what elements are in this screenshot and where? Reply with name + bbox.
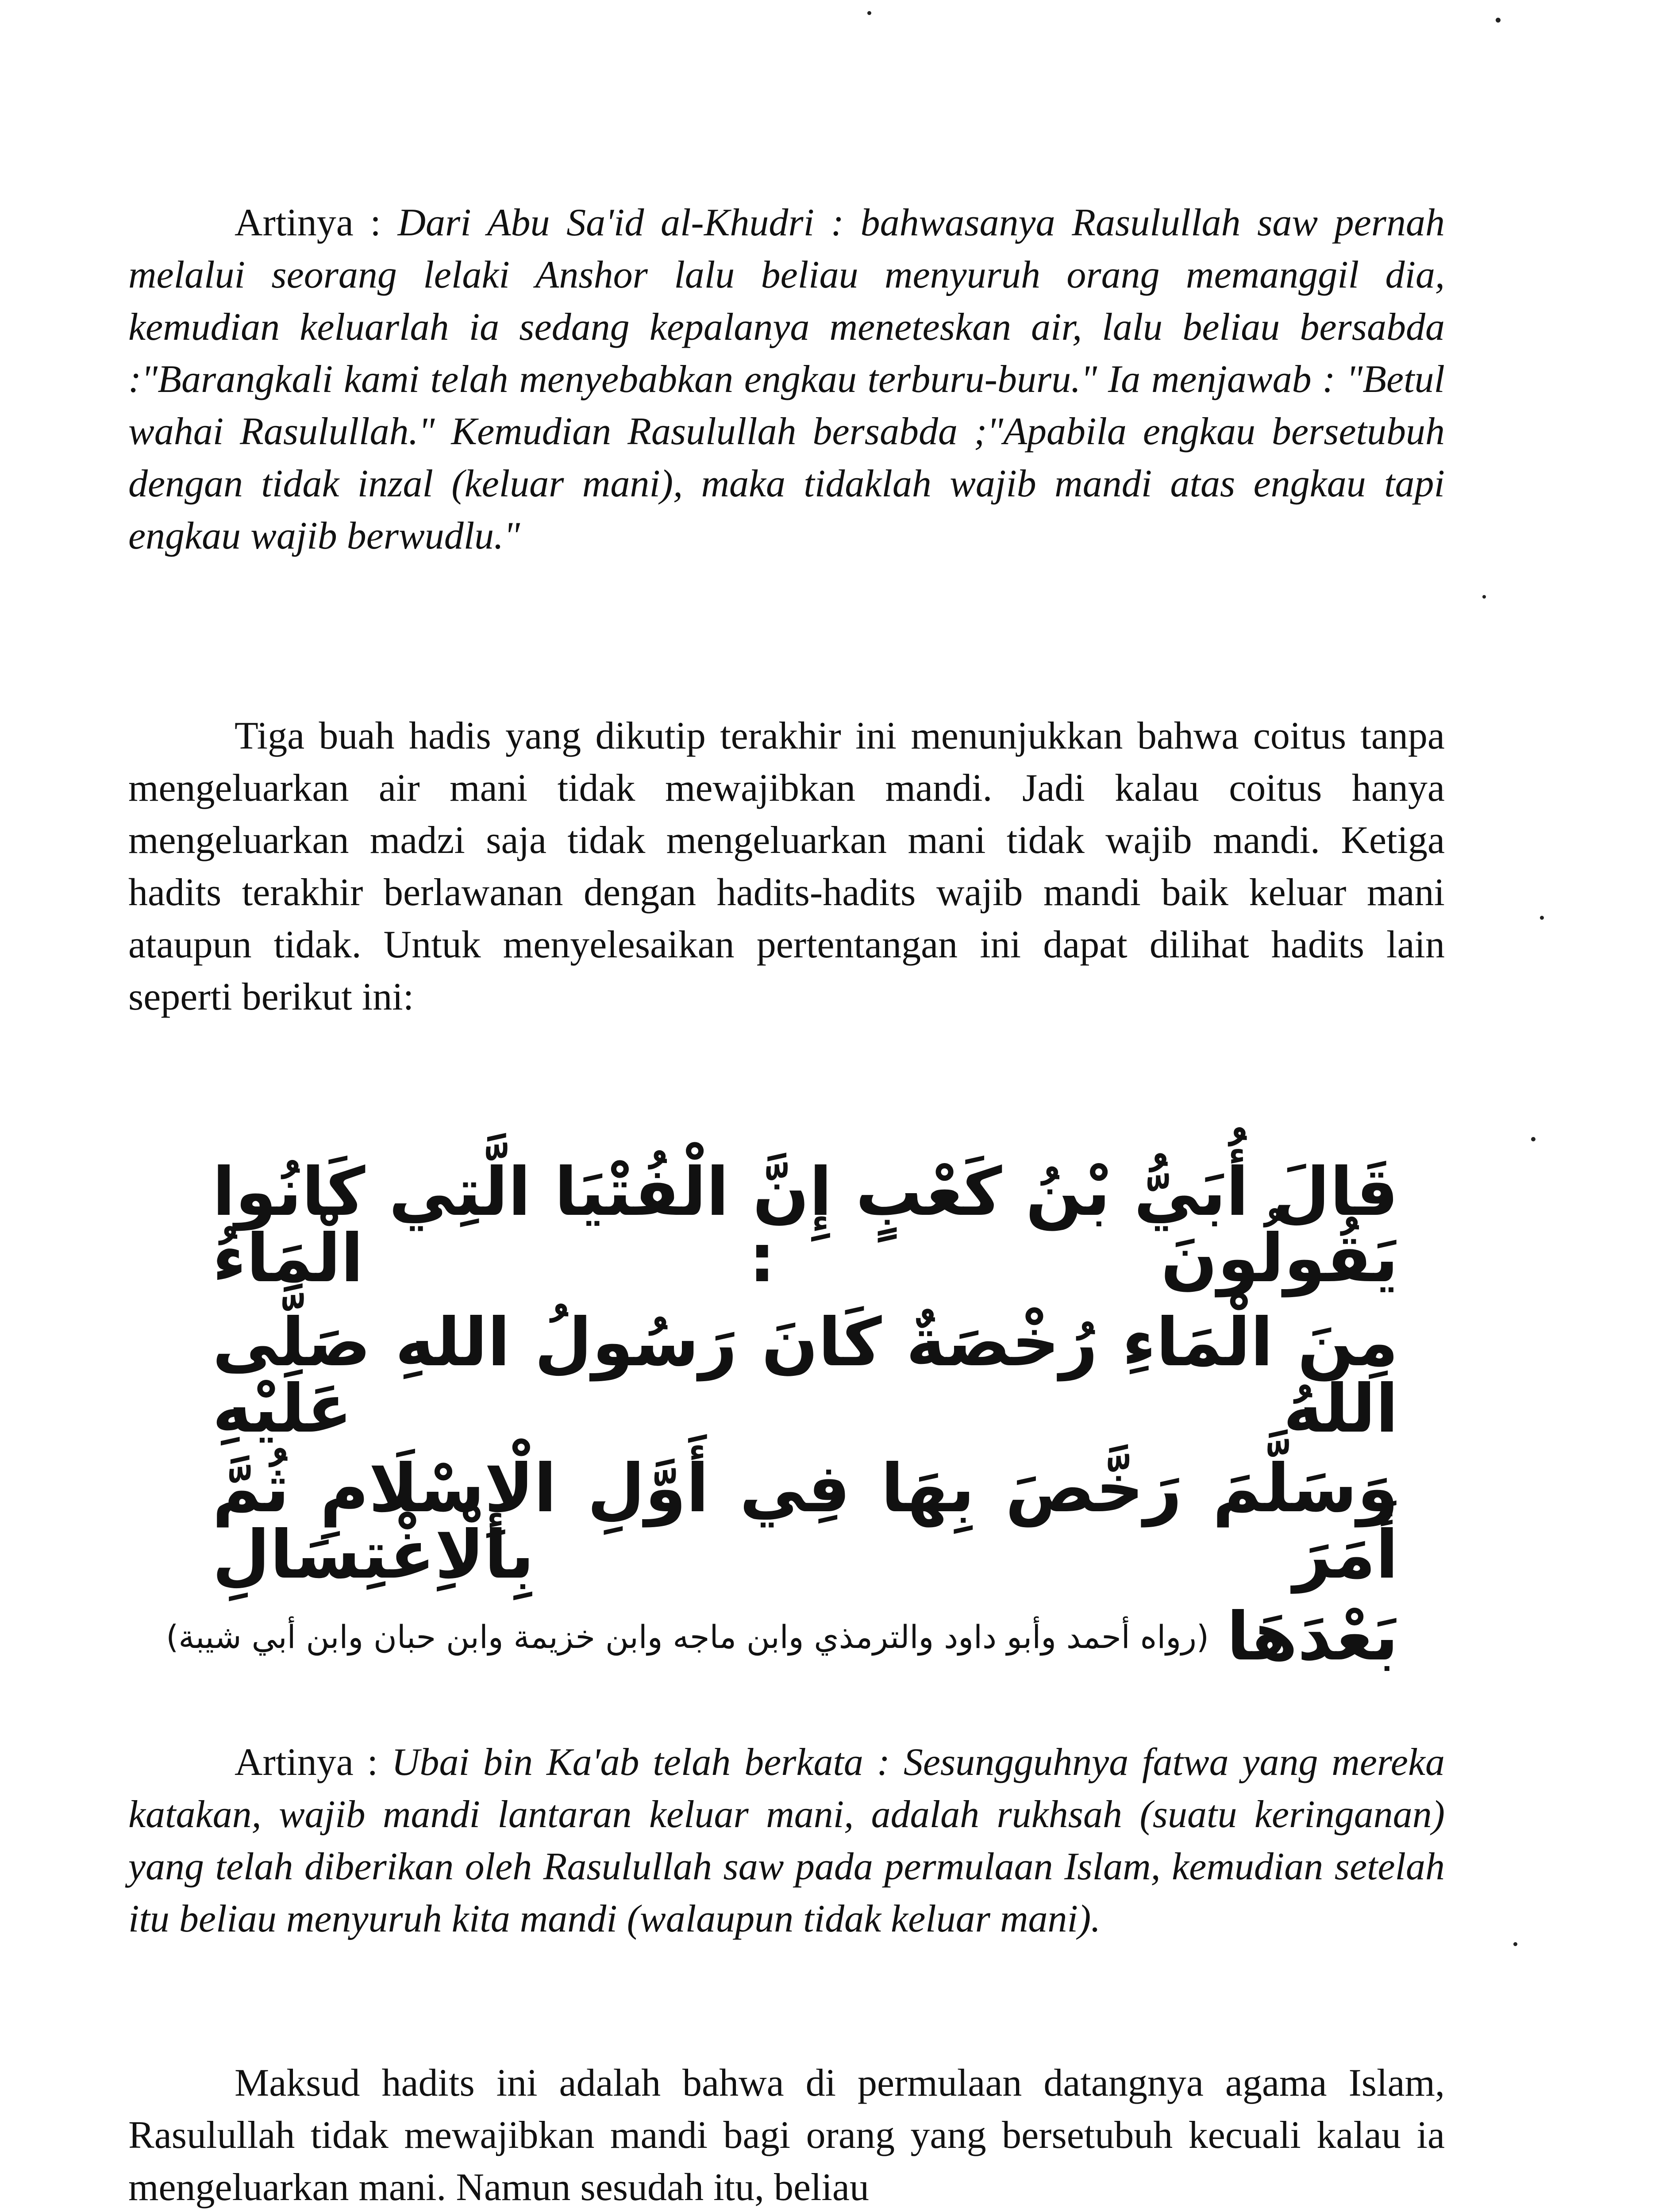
translation-text: Dari Abu Sa'id al-Khudri : bahwasanya Rasulullah saw pernah melalui seorang lelaki Anshor lalu beliau menyuruh orang memanggil dia, kemudian keluarlah ia sedang kepalanya meneteskan air, lalu beliau bersabda :"Barangkali kami telah menyebabkan engkau terburu-buru." Ia menjawab : "Betul wahai Rasulullah." Kemudian Rasulullah bersabda ;"Apabila engkau bersetubuh dengan tidak inzal (keluar mani), maka tidaklah wajib mandi atas engkau tapi engkau wajib berwudlu." — [128, 201, 1445, 557]
hadith-translation-abu-said — [128, 197, 1445, 562]
translation-label: Artinya : — [235, 1741, 392, 1784]
arabic-hadith-line-1: قَالَ أُبَيُّ بْنُ كَعْبٍ إِنَّ الْفُتْيَا الَّتِي كَانُوا يَقُولُونَ : الْمَاءُ — [212, 1154, 1398, 1297]
explanation-paragraph: Maksud hadits ini adalah bahwa di permulaan datangnya agama Islam, Rasulullah tidak mewajibkan mandi bagi orang yang bersetubuh kecuali kalau ia mengeluarkan mani. Namun sesudah itu, beliau — [128, 2062, 1445, 2209]
hadith-narrator-reference: (رواه أحمد وأبو داود والترمذي وابن ماجه وابن خزيمة وابن حبان وابن أبي شيبة) — [166, 1618, 1209, 1655]
arabic-hadith-line-2: مِنَ الْمَاءِ رُخْصَةٌ كَانَ رَسُولُ اللهِ صَلَّى اللهُ عَلَيْهِ — [212, 1304, 1398, 1448]
scan-speck — [1540, 916, 1544, 920]
scan-speck — [1482, 595, 1486, 599]
hadith-translation-ubai — [128, 1736, 1445, 1945]
translation-text: Ubai bin Ka'ab telah berkata : Sesungguhnya fatwa yang mereka katakan, wajib mandi lantaran keluar mani, adalah rukhsah (suatu keringanan) yang telah diberikan oleh Rasulullah saw pada permulaan Islam, kemudian setelah itu beliau menyuruh kita mandi (walaupun tidak keluar mani). — [128, 1741, 1445, 1940]
arabic-hadith-final-word: بَعْدَهَا — [1227, 1598, 1398, 1675]
arabic-hadith-line-3: وَسَلَّمَ رَخَّصَ بِهَا فِي أَوَّلِ الْإِسْلَامِ ثُمَّ أَمَرَ بِالْاِغْتِسَالِ — [212, 1450, 1398, 1594]
translation-label: Artinya : — [235, 201, 398, 244]
arabic-hadith-line-4 — [166, 1588, 1398, 1686]
commentary-paragraph: Tiga buah hadis yang dikutip terakhir ini menunjukkan bahwa coitus tanpa mengeluarkan air mani tidak mewajibkan mandi. Jadi kalau coitus hanya mengeluarkan madzi saja tidak mengeluarkan mani tidak wajib mandi. Ketiga hadits terakhir berlawanan dengan hadits-hadits wajib mandi baik keluar mani ataupun tidak. Untuk menyelesaikan pertentangan ini dapat dilihat hadits lain seperti berikut ini: — [128, 714, 1445, 1018]
scan-speck — [1531, 1137, 1535, 1141]
scan-speck — [1513, 1942, 1517, 1946]
scan-speck — [1496, 18, 1501, 23]
scan-speck — [867, 11, 871, 15]
